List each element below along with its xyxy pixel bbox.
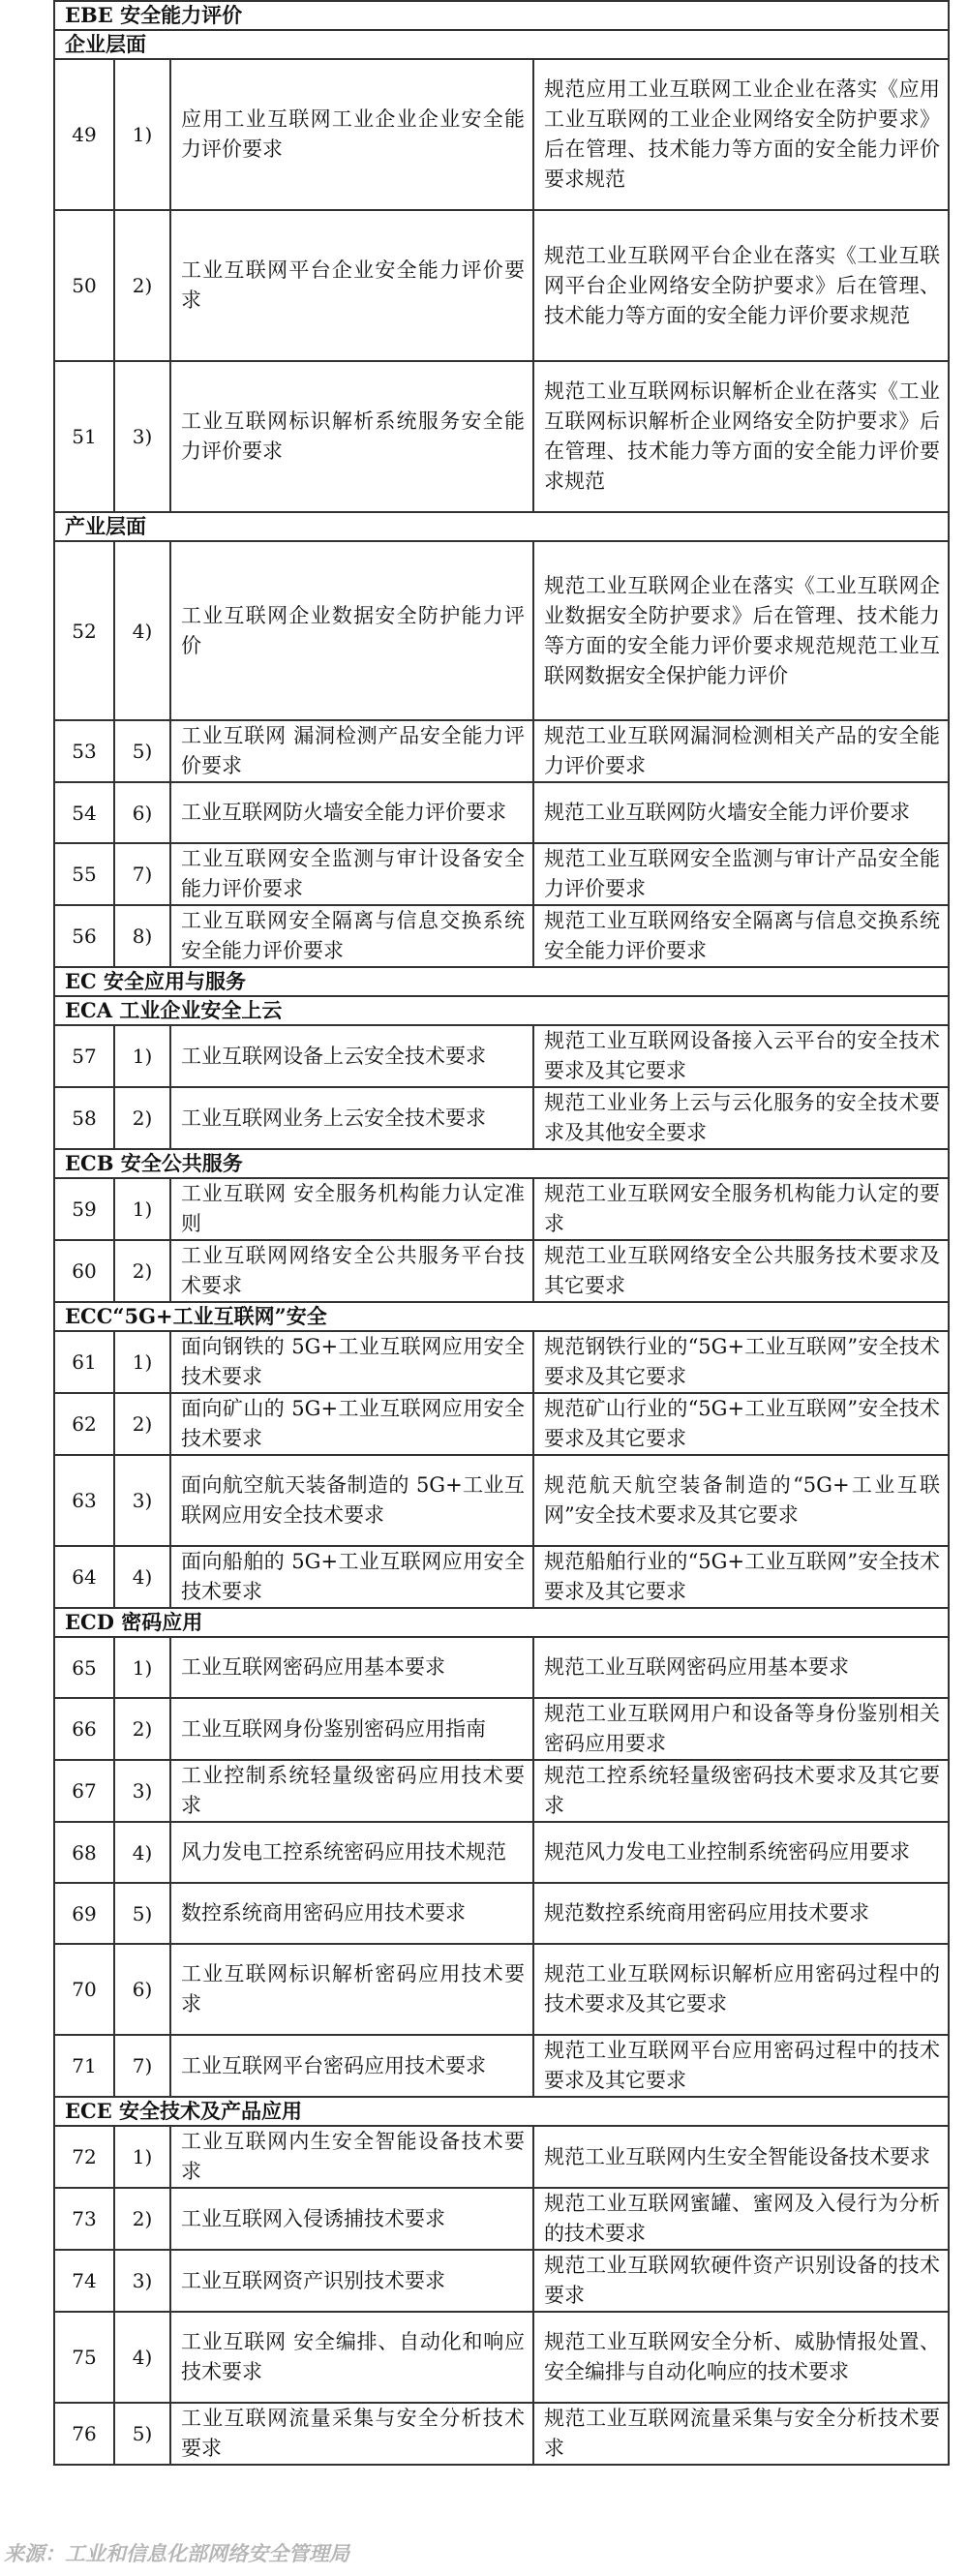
row-number: 66: [54, 1698, 114, 1760]
table-row: [54, 1698, 949, 1760]
row-number: 61: [54, 1331, 114, 1393]
row-index: 5): [114, 2403, 170, 2465]
section-header-row: [54, 1608, 949, 1637]
row-number: 63: [54, 1455, 114, 1546]
standard-name: 面向钢铁的 5G+工业互联网应用安全技术要求: [170, 1331, 533, 1393]
section-title: EBE 安全能力评价: [54, 1, 949, 30]
standard-description: 规范工业互联网标识解析企业在落实《工业互联网标识解析企业网络安全防护要求》后在管理、技术能力等方面的安全能力评价要求规范: [533, 361, 949, 512]
standard-name: 工业互联网平台企业安全能力评价要求: [170, 210, 533, 361]
row-index: 7): [114, 2035, 170, 2097]
row-number: 65: [54, 1637, 114, 1698]
standard-description: 规范工业互联网络安全公共服务技术要求及其它要求: [533, 1240, 949, 1302]
table-row: [54, 782, 949, 843]
section-header-row: [54, 2097, 949, 2126]
row-index: 3): [114, 2250, 170, 2312]
table-row: [54, 2403, 949, 2465]
row-index: 3): [114, 1455, 170, 1546]
section-title: ECB 安全公共服务: [54, 1149, 949, 1178]
standard-description: 规范风力发电工业控制系统密码应用要求: [533, 1822, 949, 1883]
table-row: [54, 1546, 949, 1608]
standard-description: 规范工业互联网企业在落实《工业互联网企业数据安全防护要求》后在管理、技术能力等方面的安全能力评价要求规范规范工业互联网数据安全保护能力评价: [533, 541, 949, 720]
row-number: 58: [54, 1087, 114, 1149]
row-number: 74: [54, 2250, 114, 2312]
table-row: [54, 720, 949, 782]
standard-name: 工业互联网平台密码应用技术要求: [170, 2035, 533, 2097]
standards-table-body: [54, 1, 949, 2465]
row-number: 69: [54, 1883, 114, 1944]
table-row: [54, 1944, 949, 2035]
standard-name: 工业互联网入侵诱捕技术要求: [170, 2188, 533, 2250]
section-header-row: [54, 996, 949, 1025]
standard-name: 面向航空航天装备制造的 5G+工业互联网应用安全技术要求: [170, 1455, 533, 1546]
row-index: 4): [114, 1822, 170, 1883]
standard-name: 工业互联网身份鉴别密码应用指南: [170, 1698, 533, 1760]
standard-name: 工业互联网 安全服务机构能力认定准则: [170, 1178, 533, 1240]
row-index: 2): [114, 1698, 170, 1760]
standard-description: 规范矿山行业的“5G+工业互联网”安全技术要求及其它要求: [533, 1393, 949, 1455]
standards-table: [53, 0, 950, 2466]
standard-description: 规范工业互联网漏洞检测相关产品的安全能力评价要求: [533, 720, 949, 782]
row-number: 62: [54, 1393, 114, 1455]
row-number: 55: [54, 843, 114, 905]
row-number: 71: [54, 2035, 114, 2097]
table-row: [54, 1883, 949, 1944]
row-index: 2): [114, 1240, 170, 1302]
standard-description: 规范工业互联网用户和设备等身份鉴别相关密码应用要求: [533, 1698, 949, 1760]
standard-name: 工业控制系统轻量级密码应用技术要求: [170, 1760, 533, 1822]
table-row: [54, 1240, 949, 1302]
row-index: 1): [114, 2126, 170, 2188]
row-index: 1): [114, 1331, 170, 1393]
table-row: [54, 1331, 949, 1393]
row-index: 6): [114, 782, 170, 843]
standard-description: 规范工业互联网平台企业在落实《工业互联网平台企业网络安全防护要求》后在管理、技术能力等方面的安全能力评价要求规范: [533, 210, 949, 361]
table-row: [54, 1178, 949, 1240]
section-title: ECA 工业企业安全上云: [54, 996, 949, 1025]
standard-name: 工业互联网密码应用基本要求: [170, 1637, 533, 1698]
section-title: ECC“5G+工业互联网”安全: [54, 1302, 949, 1331]
row-number: 53: [54, 720, 114, 782]
row-number: 76: [54, 2403, 114, 2465]
row-number: 60: [54, 1240, 114, 1302]
row-number: 75: [54, 2312, 114, 2403]
standard-description: 规范工业互联网设备接入云平台的安全技术要求及其它要求: [533, 1025, 949, 1087]
section-header-row: [54, 30, 949, 59]
row-index: 3): [114, 361, 170, 512]
standard-name: 工业互联网防火墙安全能力评价要求: [170, 782, 533, 843]
row-index: 5): [114, 1883, 170, 1944]
table-row: [54, 210, 949, 361]
table-row: [54, 1087, 949, 1149]
table-row: [54, 361, 949, 512]
standard-description: 规范钢铁行业的“5G+工业互联网”安全技术要求及其它要求: [533, 1331, 949, 1393]
standard-description: 规范工业互联网流量采集与安全分析技术要求: [533, 2403, 949, 2465]
standard-name: 工业互联网企业数据安全防护能力评价: [170, 541, 533, 720]
standard-name: 面向矿山的 5G+工业互联网应用安全技术要求: [170, 1393, 533, 1455]
section-title: ECE 安全技术及产品应用: [54, 2097, 949, 2126]
standard-name: 工业互联网流量采集与安全分析技术要求: [170, 2403, 533, 2465]
section-title: ECD 密码应用: [54, 1608, 949, 1637]
row-index: 2): [114, 210, 170, 361]
section-header-row: [54, 967, 949, 996]
standard-description: 规范航天航空装备制造的“5G+工业互联网”安全技术要求及其它要求: [533, 1455, 949, 1546]
section-header-row: [54, 1149, 949, 1178]
row-number: 54: [54, 782, 114, 843]
row-index: 1): [114, 59, 170, 210]
row-index: 4): [114, 2312, 170, 2403]
row-number: 52: [54, 541, 114, 720]
row-number: 59: [54, 1178, 114, 1240]
table-row: [54, 1637, 949, 1698]
standard-description: 规范工业互联网软硬件资产识别设备的技术要求: [533, 2250, 949, 2312]
standard-description: 规范工业互联网标识解析应用密码过程中的技术要求及其它要求: [533, 1944, 949, 2035]
row-index: 1): [114, 1637, 170, 1698]
row-index: 6): [114, 1944, 170, 2035]
standard-name: 工业互联网设备上云安全技术要求: [170, 1025, 533, 1087]
table-row: [54, 843, 949, 905]
table-row: [54, 59, 949, 210]
standard-name: 工业互联网资产识别技术要求: [170, 2250, 533, 2312]
row-index: 3): [114, 1760, 170, 1822]
standard-description: 规范工控系统轻量级密码技术要求及其它要求: [533, 1760, 949, 1822]
row-number: 57: [54, 1025, 114, 1087]
standard-name: 面向船舶的 5G+工业互联网应用安全技术要求: [170, 1546, 533, 1608]
row-number: 72: [54, 2126, 114, 2188]
standard-name: 工业互联网 漏洞检测产品安全能力评价要求: [170, 720, 533, 782]
row-number: 51: [54, 361, 114, 512]
row-index: 2): [114, 1087, 170, 1149]
standard-description: 规范工业互联网平台应用密码过程中的技术要求及其它要求: [533, 2035, 949, 2097]
standard-description: 规范工业互联网安全分析、威胁情报处置、安全编排与自动化响应的技术要求: [533, 2312, 949, 2403]
standard-description: 规范应用工业互联网工业企业在落实《应用工业互联网的工业企业网络安全防护要求》后在管理、技术能力等方面的安全能力评价要求规范: [533, 59, 949, 210]
table-row: [54, 1822, 949, 1883]
table-row: [54, 1393, 949, 1455]
section-title: 产业层面: [54, 512, 949, 541]
standard-description: 规范工业互联网络安全隔离与信息交换系统安全能力评价要求: [533, 905, 949, 967]
standard-name: 数控系统商用密码应用技术要求: [170, 1883, 533, 1944]
standard-description: 规范工业互联网蜜罐、蜜网及入侵行为分析的技术要求: [533, 2188, 949, 2250]
standard-name: 工业互联网 安全编排、自动化和响应技术要求: [170, 2312, 533, 2403]
table-row: [54, 1455, 949, 1546]
section-title: 企业层面: [54, 30, 949, 59]
row-number: 56: [54, 905, 114, 967]
row-number: 73: [54, 2188, 114, 2250]
table-row: [54, 2312, 949, 2403]
standard-name: 工业互联网标识解析系统服务安全能力评价要求: [170, 361, 533, 512]
row-number: 67: [54, 1760, 114, 1822]
standard-description: 规范船舶行业的“5G+工业互联网”安全技术要求及其它要求: [533, 1546, 949, 1608]
standard-description: 规范工业互联网内生安全智能设备技术要求: [533, 2126, 949, 2188]
section-header-row: [54, 512, 949, 541]
standard-description: 规范工业互联网安全服务机构能力认定的要求: [533, 1178, 949, 1240]
table-row: [54, 2035, 949, 2097]
section-header-row: [54, 1302, 949, 1331]
row-number: 68: [54, 1822, 114, 1883]
standard-name: 风力发电工控系统密码应用技术规范: [170, 1822, 533, 1883]
standard-name: 工业互联网标识解析密码应用技术要求: [170, 1944, 533, 2035]
row-index: 7): [114, 843, 170, 905]
row-number: 50: [54, 210, 114, 361]
row-number: 64: [54, 1546, 114, 1608]
standard-name: 工业互联网安全隔离与信息交换系统安全能力评价要求: [170, 905, 533, 967]
table-row: [54, 2188, 949, 2250]
table-row: [54, 2126, 949, 2188]
standard-description: 规范工业互联网安全监测与审计产品安全能力评价要求: [533, 843, 949, 905]
table-row: [54, 2250, 949, 2312]
row-number: 49: [54, 59, 114, 210]
standard-name: 工业互联网业务上云安全技术要求: [170, 1087, 533, 1149]
row-number: 70: [54, 1944, 114, 2035]
table-row: [54, 1760, 949, 1822]
standard-name: 工业互联网网络安全公共服务平台技术要求: [170, 1240, 533, 1302]
table-row: [54, 1025, 949, 1087]
standard-description: 规范数控系统商用密码应用技术要求: [533, 1883, 949, 1944]
standard-description: 规范工业互联网防火墙安全能力评价要求: [533, 782, 949, 843]
row-index: 8): [114, 905, 170, 967]
row-index: 2): [114, 2188, 170, 2250]
standard-name: 工业互联网内生安全智能设备技术要求: [170, 2126, 533, 2188]
standard-description: 规范工业互联网密码应用基本要求: [533, 1637, 949, 1698]
section-header-row: [54, 1, 949, 30]
standard-description: 规范工业业务上云与云化服务的安全技术要求及其他安全要求: [533, 1087, 949, 1149]
row-index: 2): [114, 1393, 170, 1455]
row-index: 4): [114, 541, 170, 720]
table-row: [54, 905, 949, 967]
standards-document: [53, 0, 948, 2466]
row-index: 5): [114, 720, 170, 782]
standard-name: 应用工业互联网工业企业企业安全能力评价要求: [170, 59, 533, 210]
row-index: 4): [114, 1546, 170, 1608]
source-caption: 来源：工业和信息化部网络安全管理局: [4, 2542, 349, 2565]
section-title: EC 安全应用与服务: [54, 967, 949, 996]
standard-name: 工业互联网安全监测与审计设备安全能力评价要求: [170, 843, 533, 905]
row-index: 1): [114, 1025, 170, 1087]
table-row: [54, 541, 949, 720]
row-index: 1): [114, 1178, 170, 1240]
